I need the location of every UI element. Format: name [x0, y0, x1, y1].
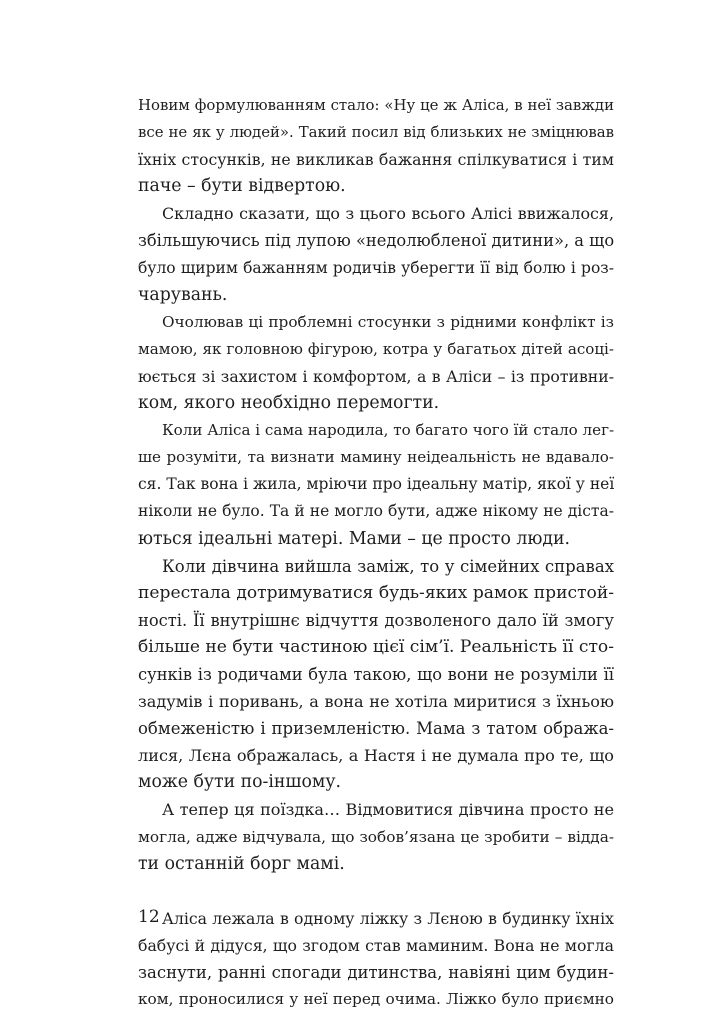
- text-line: було щирим бажанням родичів уберегти її від болю і роз-: [138, 258, 614, 277]
- text-line: Коли Аліса і сама народила, то багато чого їй стало лег-: [162, 421, 614, 440]
- text-line: ше розуміти, та визнати мамину неідеальність не вдавало-: [138, 448, 614, 467]
- text-line: могла, адже відчувала, що зобов’язана це зробити – відда-: [138, 827, 614, 846]
- text-line: може бути по-іншому.: [138, 772, 341, 793]
- text-line: чарувань.: [138, 284, 228, 305]
- text-line: ти останній борг мамі.: [138, 853, 345, 874]
- text-line: ніколи не було. Та й не могло бути, адже нікому не діста-: [138, 502, 614, 521]
- section-break: [138, 878, 614, 905]
- text-line: Новим формулюванням стало: «Ну це ж Аліса, в неї завжди: [138, 96, 614, 114]
- paragraph: [138, 200, 614, 308]
- text-line: Складно сказати, що з цього всього Алісі ввижалося,: [162, 204, 614, 224]
- paragraph: [138, 905, 614, 1013]
- text-line: їхніх стосунків, не викликав бажання спілкуватися і тим: [138, 150, 614, 170]
- text-line: ються ідеальні матері. Мами – це просто люди.: [138, 528, 571, 549]
- text-line: більше не бути частиною цієї сім’ї. Реальність її сто-: [138, 636, 614, 657]
- body-text: [138, 92, 614, 1013]
- text-line: ності. Її внутрішнє відчуття дозволеного дало їй змогу: [138, 610, 614, 630]
- paragraph: [138, 796, 614, 877]
- paragraph: [138, 417, 614, 552]
- text-line: обмеженістю і приземленістю. Мама з татом ображa-: [138, 719, 614, 739]
- text-line: лися, Лєна ображалась, а Настя і не думала про те, що: [138, 746, 614, 766]
- text-line: Аліса лежала в одному ліжку з Лєною в будинку їхніх: [162, 908, 614, 928]
- text-line: ком, проносилися у неї перед очима. Ліжко було приємно: [138, 990, 614, 1009]
- text-line: перестала дотримуватися будь-яких рамок пристой-: [138, 582, 614, 603]
- text-line: юється зі захистом і комфортом, а в Аліси – із противни-: [138, 366, 614, 386]
- paragraph: [138, 553, 614, 797]
- text-line: А тепер ця поїздка… Відмовитися дівчина просто не: [162, 800, 614, 820]
- text-line: задумів і поривань, а вона не хотіла миритися з їхньою: [138, 692, 614, 712]
- text-line: заснути, ранні спогади дитинства, навіяні цим будин-: [138, 963, 614, 982]
- text-line: ся. Так вона і жила, мріючи про ідеальну матір, якої у неї: [138, 475, 614, 494]
- text-line: сунків із родичами була такою, що вони не розуміли її: [138, 664, 614, 684]
- paragraph: [138, 92, 614, 200]
- page-number: 12: [138, 907, 160, 927]
- text-line: все не як у людей». Такий посил від близьких не зміцнював: [138, 123, 614, 142]
- text-line: бабусі й дідуся, що згодом став маминим. Вона не могла: [138, 935, 614, 955]
- text-line: ком, якого необхідно перемогти.: [138, 393, 440, 414]
- text-line: Очолював ці проблемні стосунки з рідними конфлікт із: [162, 312, 614, 331]
- paragraph: [138, 309, 614, 417]
- text-line: мамою, як головною фігурою, котра у багатьох дітей асоці-: [138, 339, 614, 358]
- text-line: збільшуючись під лупою «недолюбленої дитини», а що: [138, 231, 614, 251]
- text-line: Коли дівчина вийшла заміж, то у сімейних справах: [162, 556, 614, 576]
- text-line: паче – бути відвертою.: [138, 176, 346, 197]
